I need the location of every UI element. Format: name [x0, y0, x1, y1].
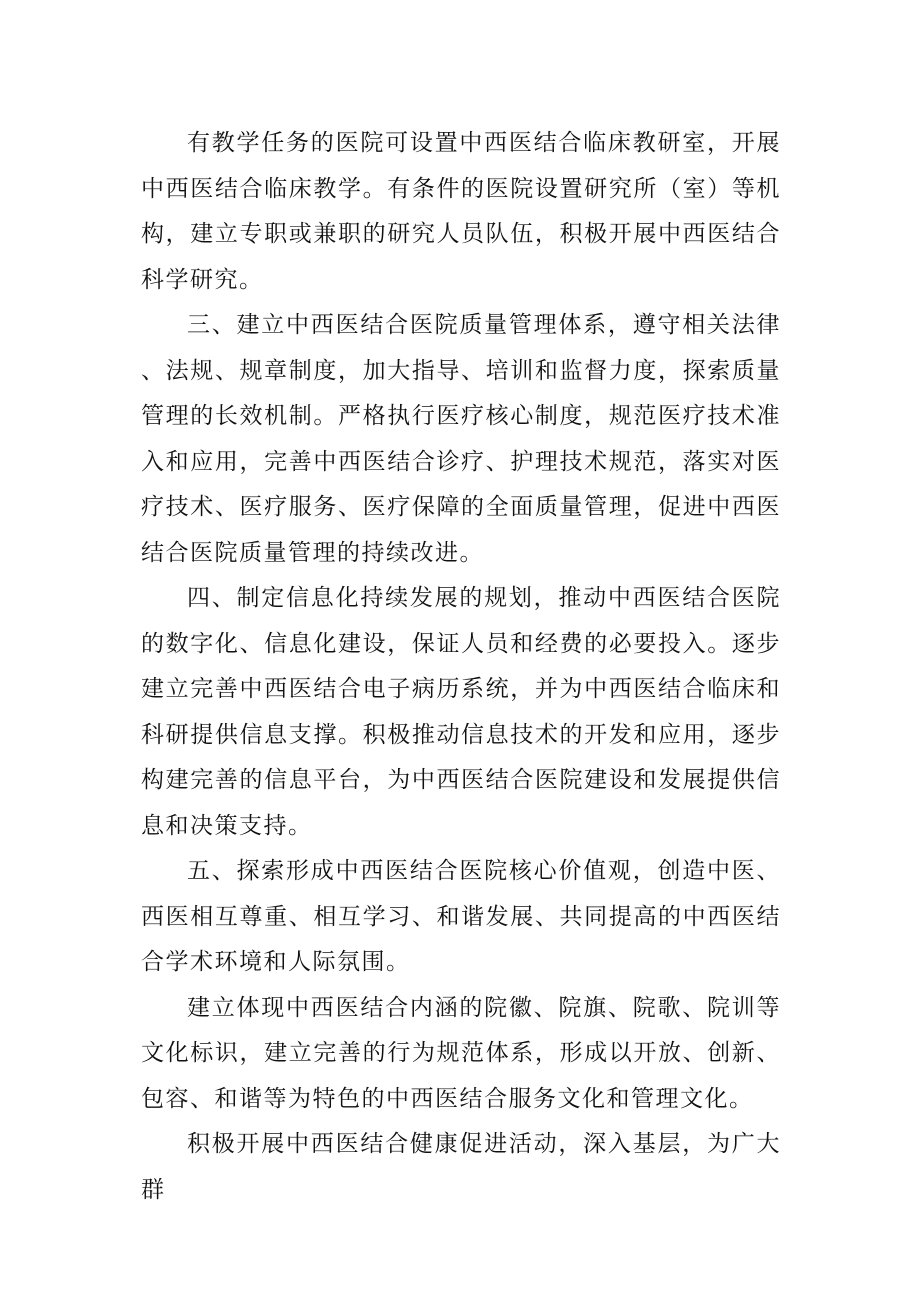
paragraph-informatization: 四、制定信息化持续发展的规划，推动中西医结合医院的数字化、信息化建设，保证人员和经费的必要投入。逐步建立完善中西医结合电子病历系统，并为中西医结合临床和科研提供信息支撑。积极推动信息技术的开发和应用，逐步构建完善的信息平台，为中西医结合医院建设和发展提供信息和决策支持。	[141, 585, 781, 839]
paragraph-culture-identity: 建立体现中西医结合内涵的院徽、院旗、院歌、院训等文化标识，建立完善的行为规范体系，形成以开放、创新、包容、和谐等为特色的中西医结合服务文化和管理文化。	[141, 994, 781, 1112]
paragraph-quality-management: 三、建立中西医结合医院质量管理体系，遵守相关法律、法规、规章制度，加大指导、培训和监督力度，探索质量管理的长效机制。严格执行医疗核心制度，规范医疗技术准入和应用，完善中西医结合诊疗、护理技术规范，落实对医疗技术、医疗服务、医疗保障的全面质量管理，促进中西医结合医院质量管理的持续改进。	[141, 312, 781, 566]
paragraph-teaching-research: 有教学任务的医院可设置中西医结合临床教研室，开展中西医结合临床教学。有条件的医院设置研究所（室）等机构，建立专职或兼职的研究人员队伍，积极开展中西医结合科学研究。	[141, 130, 781, 293]
document-body	[141, 121, 781, 1213]
paragraph-health-promotion: 积极开展中西医结合健康促进活动，深入基层，为广大群	[141, 1131, 781, 1203]
paragraph-core-values: 五、探索形成中西医结合医院核心价值观，创造中医、西医相互尊重、相互学习、和谐发展、共同提高的中西医结合学术环境和人际氛围。	[141, 858, 781, 975]
